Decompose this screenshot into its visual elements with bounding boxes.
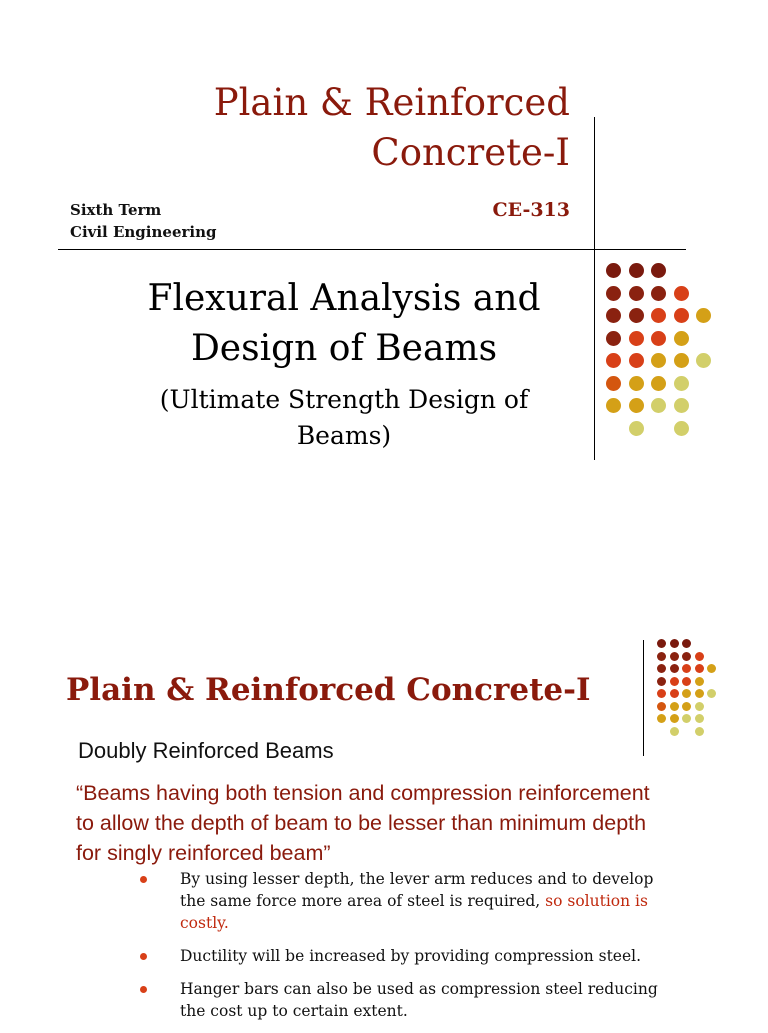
decorative-dot — [657, 639, 666, 648]
decorative-dot — [670, 689, 679, 698]
decorative-dot — [695, 689, 704, 698]
bullet-icon — [140, 953, 147, 960]
decorative-dot — [695, 702, 704, 711]
decorative-dot — [629, 398, 644, 413]
decorative-dot — [674, 286, 689, 301]
bullet-highlight-line3: costly. — [180, 914, 229, 932]
decorative-dot — [695, 727, 704, 736]
decorative-dot — [651, 286, 666, 301]
course-code: CE-313 — [492, 199, 570, 221]
decorative-dot — [657, 689, 666, 698]
decorative-dot — [629, 421, 644, 436]
bullet-icon — [140, 986, 147, 993]
decorative-dot — [696, 353, 711, 368]
decorative-dot — [606, 398, 621, 413]
decorative-dot — [657, 702, 666, 711]
bullet-text-line2: the cost up to certain extent. — [180, 1002, 408, 1020]
decorative-dot — [629, 286, 644, 301]
decorative-dot — [629, 308, 644, 323]
decorative-dot — [674, 376, 689, 391]
decorative-dot — [674, 421, 689, 436]
decorative-dot — [674, 308, 689, 323]
decorative-dot — [651, 398, 666, 413]
decorative-dot — [670, 677, 679, 686]
quote-line3: for singly reinforced beam” — [76, 841, 331, 865]
decorative-dot — [651, 376, 666, 391]
quote-line1: “Beams having both tension and compression reinforcement — [76, 781, 650, 805]
decorative-dot — [651, 308, 666, 323]
decorative-dot — [707, 689, 716, 698]
bullet-list — [134, 868, 714, 1033]
decorative-dot — [670, 727, 679, 736]
decorative-dot — [682, 664, 691, 673]
slide1-title — [50, 78, 570, 178]
decorative-dot — [682, 689, 691, 698]
decorative-dot — [695, 664, 704, 673]
decorative-dot — [670, 652, 679, 661]
decorative-dot — [657, 652, 666, 661]
slide1-title-line1: Plain & Reinforced — [213, 81, 570, 124]
decorative-dot — [606, 353, 621, 368]
bullet-text-line2 — [180, 890, 714, 912]
main-heading — [60, 274, 628, 374]
decorative-dot — [696, 308, 711, 323]
term-label: Sixth Term — [70, 201, 162, 219]
main-heading-line2: Design of Beams — [190, 328, 498, 369]
horizontal-divider — [58, 249, 686, 250]
decorative-dot — [674, 398, 689, 413]
department-label: Civil Engineering — [70, 223, 217, 241]
decorative-dot — [657, 714, 666, 723]
decorative-dot — [695, 652, 704, 661]
bullet-icon — [140, 876, 147, 883]
decorative-dot — [606, 286, 621, 301]
list-item — [134, 868, 714, 934]
decorative-dot — [629, 353, 644, 368]
bullet-text-line1: Hanger bars can also be used as compression steel reducing — [180, 980, 658, 998]
decorative-dot — [629, 331, 644, 346]
vertical-divider-small — [643, 640, 644, 756]
decorative-dot — [606, 263, 621, 278]
decorative-dot — [670, 664, 679, 673]
bullet-text-line1: By using lesser depth, the lever arm reduces and to develop — [180, 870, 654, 888]
decorative-dot — [651, 353, 666, 368]
decorative-dot — [695, 714, 704, 723]
decorative-dot — [670, 639, 679, 648]
slide2-title: Plain & Reinforced Concrete-I — [66, 672, 591, 708]
decorative-dot — [682, 652, 691, 661]
decorative-dot — [606, 308, 621, 323]
decorative-dot — [695, 677, 704, 686]
decorative-dot — [682, 639, 691, 648]
slide2-subtitle: Doubly Reinforced Beams — [78, 738, 334, 763]
decorative-dot — [670, 714, 679, 723]
decorative-dot — [682, 714, 691, 723]
decorative-dot — [606, 331, 621, 346]
decorative-dot — [682, 677, 691, 686]
main-subheading — [120, 382, 568, 454]
decorative-dot — [670, 702, 679, 711]
decorative-dot — [657, 677, 666, 686]
decorative-dot — [674, 353, 689, 368]
slide1-title-line2: Concrete-I — [371, 131, 570, 174]
list-item — [134, 978, 714, 1022]
bullet-plain-text: the same force more area of steel is required, — [180, 892, 546, 910]
course-info — [70, 199, 216, 243]
decorative-dot — [629, 376, 644, 391]
main-subheading-line2: Beams) — [296, 421, 392, 450]
main-heading-line1: Flexural Analysis and — [147, 278, 541, 319]
decorative-dot — [651, 263, 666, 278]
quote-line2: to allow the depth of beam to be lesser than minimum depth — [76, 811, 647, 835]
decorative-dot — [629, 263, 644, 278]
decorative-dot — [651, 331, 666, 346]
bullet-highlight-text: so solution is — [545, 892, 648, 910]
decorative-dot — [682, 702, 691, 711]
decorative-dot — [707, 664, 716, 673]
definition-quote — [76, 778, 736, 868]
decorative-dot — [657, 664, 666, 673]
main-subheading-line1: (Ultimate Strength Design of — [159, 385, 529, 414]
bullet-text-line1: Ductility will be increased by providing compression steel. — [180, 947, 642, 965]
decorative-dot — [606, 376, 621, 391]
decorative-dot — [674, 331, 689, 346]
list-item — [134, 945, 714, 967]
